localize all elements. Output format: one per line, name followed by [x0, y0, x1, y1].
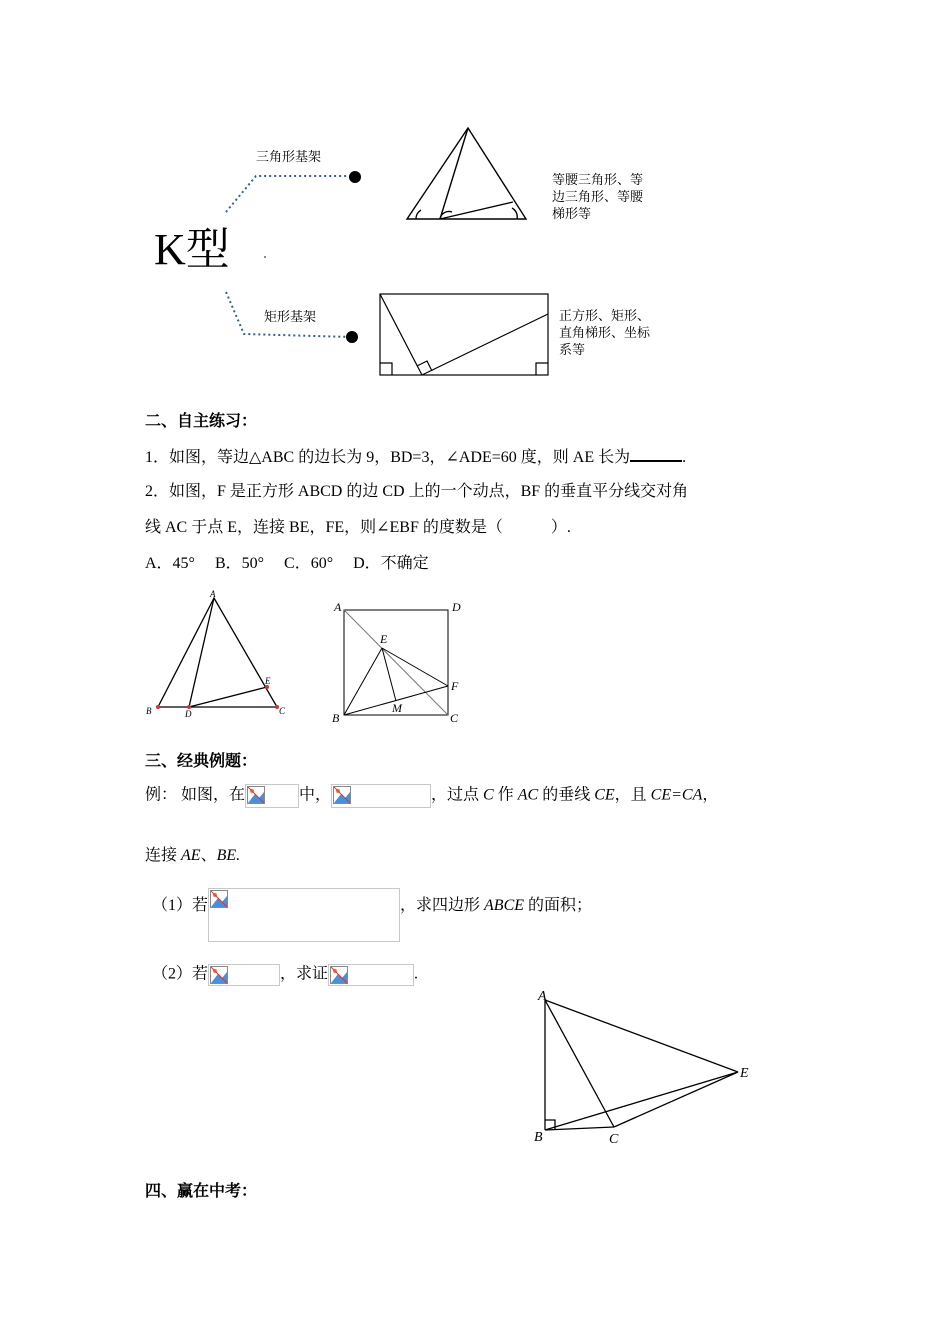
- example-text: 的面积；: [524, 897, 593, 914]
- broken-image-icon: [330, 966, 348, 984]
- section-heading-practice: 二、自主练习：: [145, 413, 258, 430]
- label-A: A: [334, 600, 342, 614]
- example-text: ，求四边形: [400, 897, 485, 914]
- section-heading-examples: 三、经典例题：: [145, 753, 258, 770]
- rect-desc-line: 系等: [559, 343, 586, 358]
- label-B: B: [534, 1130, 543, 1145]
- broken-image-formula: [208, 888, 400, 942]
- example-line-2: [145, 846, 240, 866]
- section-heading-exam: 四、赢在中考：: [145, 1183, 258, 1200]
- label-B: B: [146, 706, 152, 716]
- label-A: A: [538, 989, 547, 1004]
- triangle-desc-line: 等腰三角形、等: [552, 173, 644, 188]
- example-var: C: [483, 786, 494, 804]
- broken-image-icon: [333, 786, 351, 804]
- example-prefix: 例： 如图，在: [145, 786, 246, 804]
- figure-equilateral-triangle: [140, 588, 300, 720]
- broken-image-formula: [245, 784, 299, 808]
- question-2-line-1: 2．如图，F 是正方形 ABCD 的边 CD 上的一个动点，BF 的垂直平分线交对角: [145, 483, 689, 500]
- figure-example-triangle: [528, 984, 758, 1150]
- triangle-frame-desc: [552, 172, 643, 223]
- label-F: F: [451, 679, 459, 693]
- label-A: A: [210, 589, 216, 599]
- broken-image-formula: [331, 784, 431, 808]
- example-text: ，求证: [280, 965, 329, 983]
- example-question-1: [152, 888, 592, 942]
- example-var: AC: [517, 786, 539, 804]
- k-type-label: K型: [154, 225, 230, 274]
- question-1-end: .: [682, 449, 687, 466]
- example-text: 连接: [145, 847, 182, 864]
- triangle-desc-line: 边三角形、等腰: [552, 190, 644, 205]
- example-text: ，: [702, 786, 719, 804]
- broken-image-formula: [208, 964, 280, 986]
- example-var: AE: [181, 847, 201, 864]
- example-q1-prefix: （1）若: [152, 897, 209, 914]
- rect-frame-label: 矩形基架: [264, 310, 317, 325]
- example-var: CE: [594, 786, 615, 804]
- question-1-text: 1．如图，等边△ABC 的边长为 9，BD=3，∠ADE=60 度，则 AE 长为: [145, 449, 631, 466]
- example-q1-suffix: [400, 897, 592, 914]
- label-D: D: [185, 709, 192, 719]
- example-text: .: [414, 965, 419, 983]
- rect-frame-desc: [559, 308, 650, 359]
- figure-square: [328, 596, 468, 728]
- broken-image-formula: [328, 964, 414, 986]
- label-M: M: [392, 701, 402, 715]
- label-E: E: [380, 632, 388, 646]
- question-1: [145, 446, 686, 468]
- triangle-frame-label: 三角形基架: [256, 150, 322, 165]
- label-B: B: [332, 711, 340, 725]
- label-C: C: [609, 1132, 619, 1147]
- rect-desc-line: 正方形、矩形、: [559, 309, 651, 324]
- example-q2-prefix: （2）若: [152, 965, 209, 983]
- label-E: E: [740, 1066, 749, 1081]
- example-text: 作: [493, 786, 518, 804]
- example-var: ABCE: [484, 897, 525, 914]
- k-type-diagram: [140, 120, 680, 380]
- example-text: 、: [200, 847, 217, 864]
- broken-image-icon: [210, 890, 228, 908]
- example-question-2: [152, 964, 418, 986]
- example-text: 的垂线: [538, 786, 595, 804]
- label-D: D: [452, 600, 461, 614]
- example-var: BE.: [216, 847, 241, 864]
- broken-image-icon: [247, 786, 265, 804]
- example-text: ，过点: [431, 786, 484, 804]
- example-text: ，且: [614, 786, 651, 804]
- broken-image-icon: [210, 966, 228, 984]
- label-E: E: [265, 676, 271, 686]
- label-C: C: [450, 711, 459, 725]
- example-var: CE=CA: [650, 786, 703, 804]
- example-line-1: [145, 784, 718, 808]
- triangle-desc-line: 梯形等: [552, 207, 592, 222]
- example-mid: 中，: [299, 786, 332, 804]
- label-C: C: [279, 706, 286, 716]
- question-2-line-2: 线 AC 于点 E，连接 BE，FE，则∠EBF 的度数是（ ）.: [145, 519, 571, 536]
- answer-blank: [630, 446, 682, 462]
- question-2-options: A．45° B．50° C．60° D．不确定: [145, 555, 429, 572]
- rect-desc-line: 直角梯形、坐标: [559, 326, 651, 341]
